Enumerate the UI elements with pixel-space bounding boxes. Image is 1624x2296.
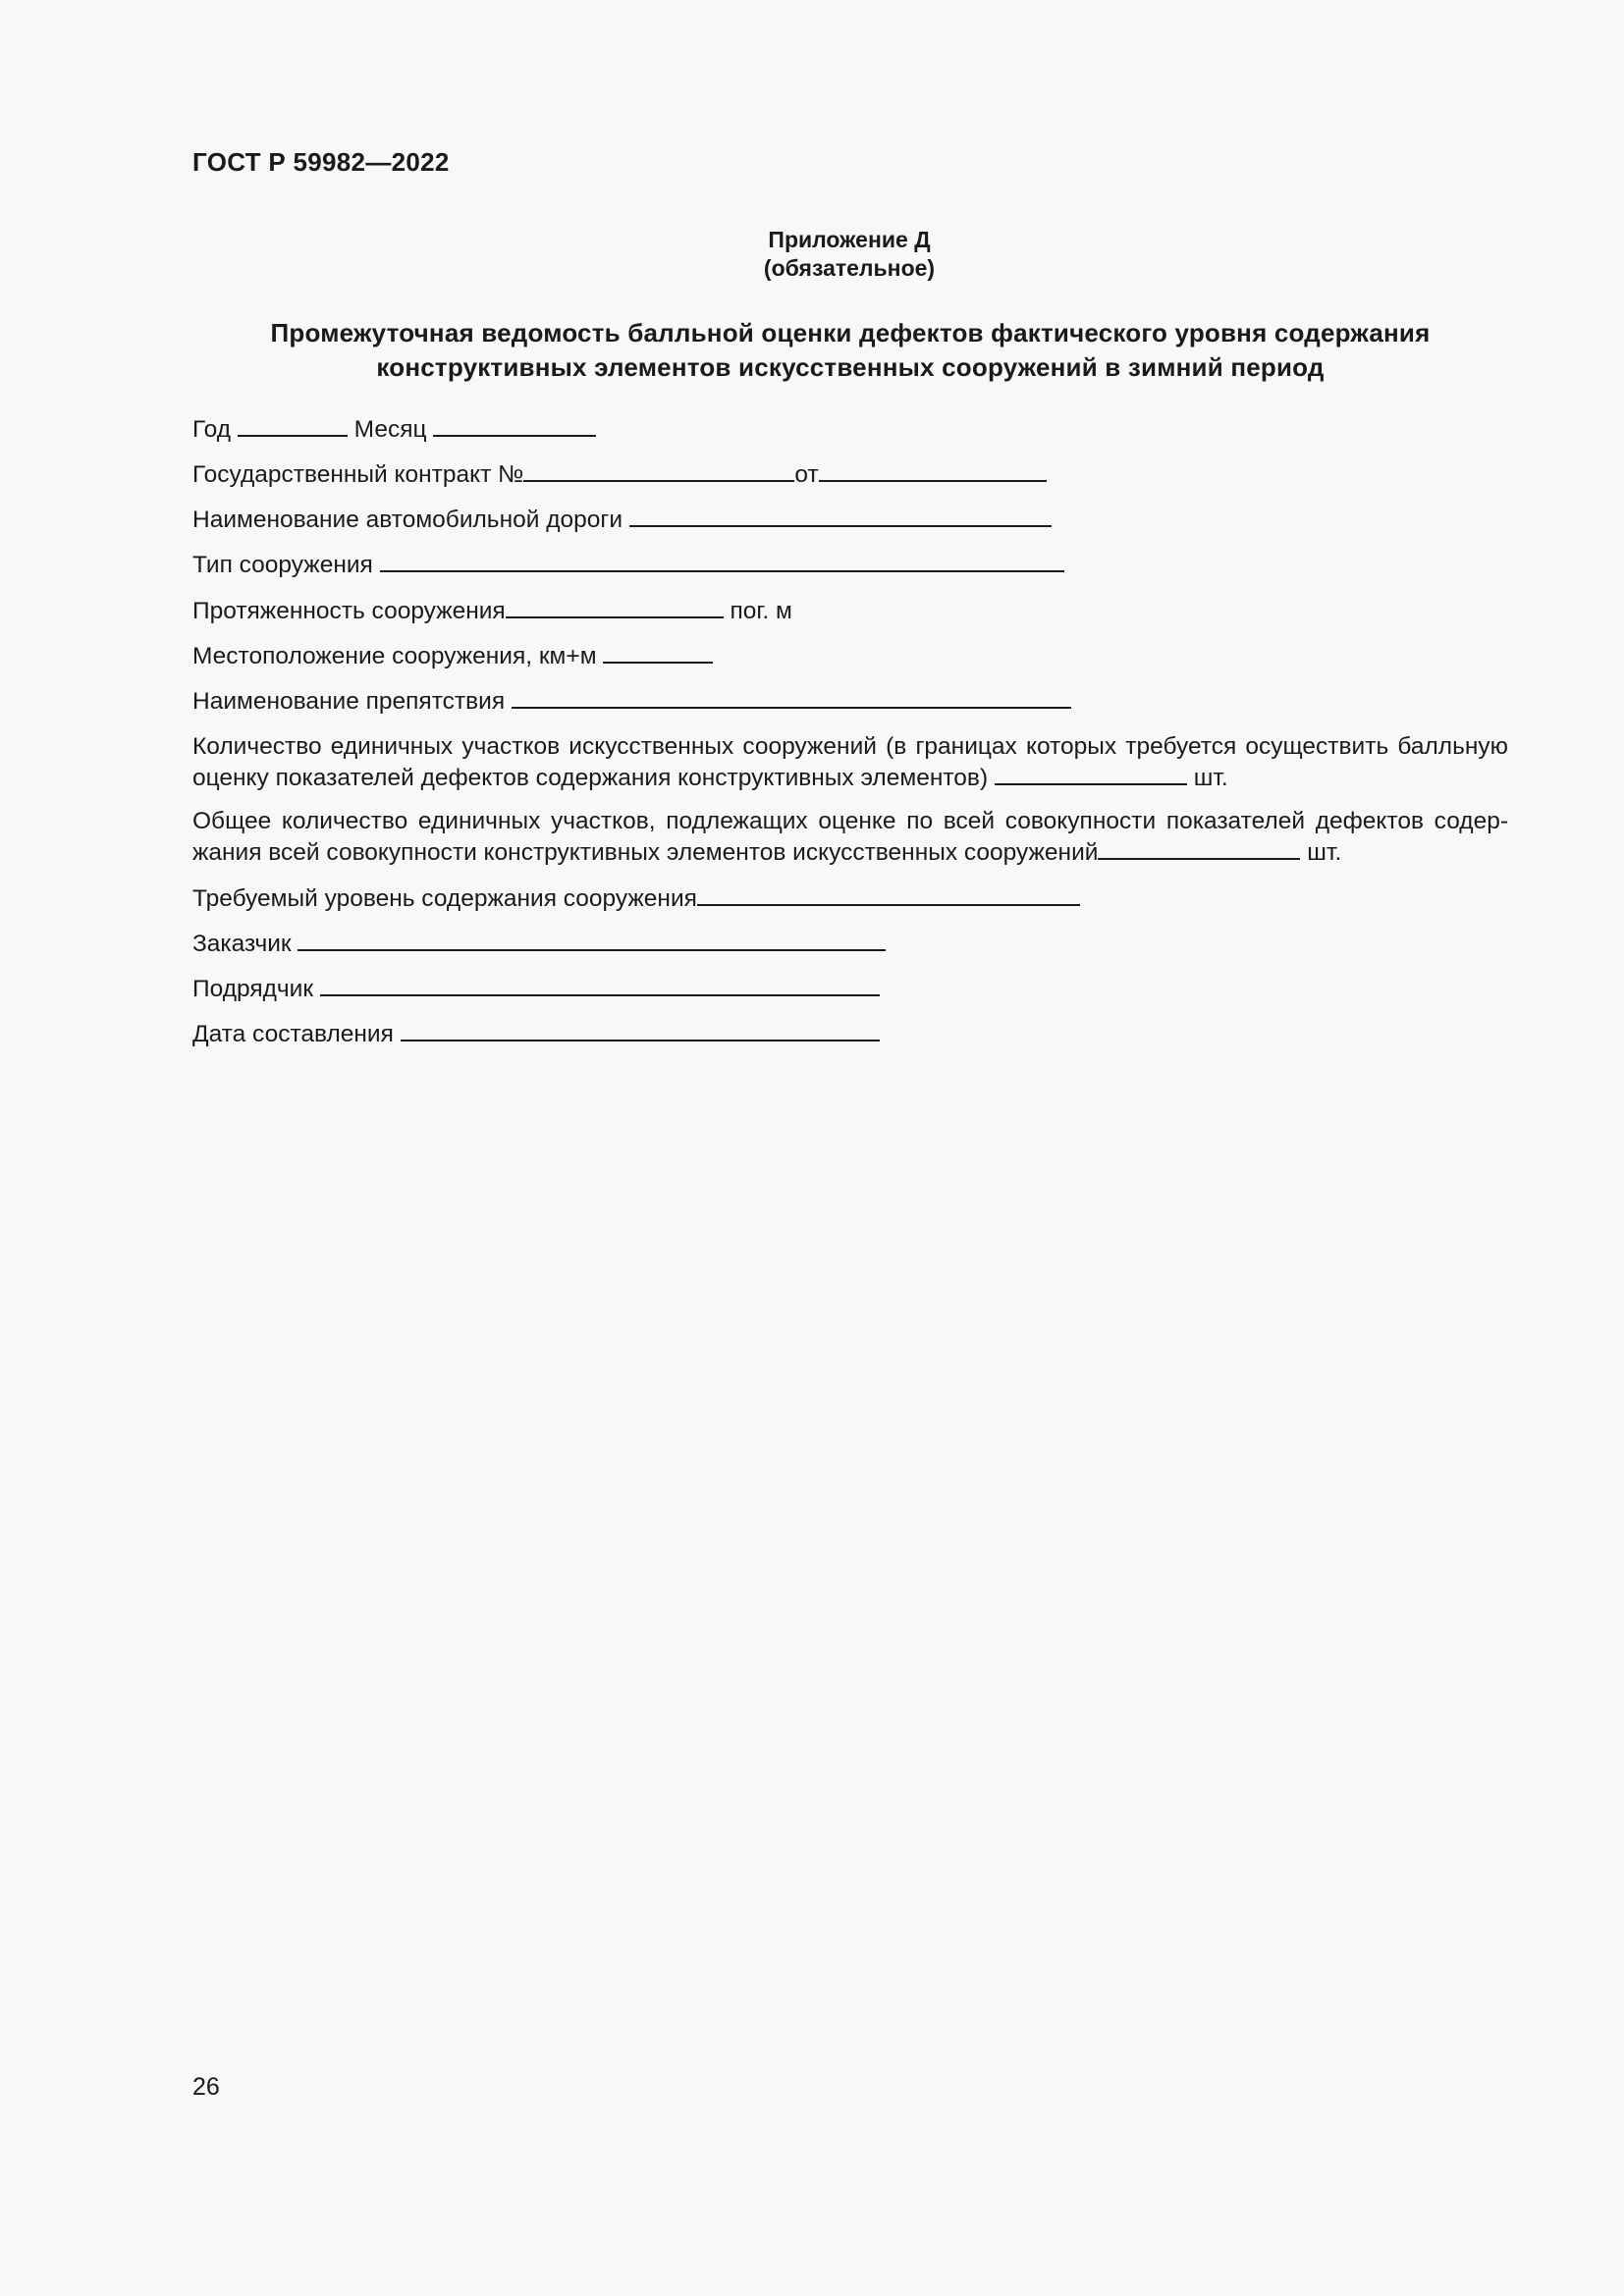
road-name-label: Наименование автомобильной дороги — [192, 507, 623, 533]
total-sections-line-1: Общее количество единичных участков, подлежащих оценке по всей совокупности показателей дефектов содер- — [192, 808, 1508, 834]
location-field[interactable] — [603, 640, 713, 664]
structure-type-label: Тип сооружения — [192, 552, 373, 578]
unit-sections-unit: шт. — [1193, 765, 1228, 791]
total-sections-paragraph — [192, 807, 1508, 868]
year-label: Год — [192, 416, 232, 443]
date-field[interactable] — [401, 1018, 880, 1041]
contract-date-field[interactable] — [819, 458, 1047, 482]
unit-sections-line-1: Количество единичных участков искусственных сооружений (в границах которых требуется осуществить балльную — [192, 733, 1508, 760]
contract-number-field[interactable] — [523, 458, 794, 482]
unit-sections-paragraph — [192, 732, 1508, 793]
customer-label: Заказчик — [192, 931, 292, 957]
appendix-title: Приложение Д — [768, 227, 931, 252]
obstacle-field[interactable] — [512, 685, 1071, 709]
title-line-2: конструктивных элементов искусственных сооружений в зимний период — [376, 352, 1325, 382]
total-sections-line-2-wrap — [192, 836, 1508, 868]
required-level-row — [192, 882, 1080, 914]
unit-sections-field[interactable] — [995, 762, 1187, 785]
page-title — [192, 316, 1508, 385]
total-sections-unit: шт. — [1307, 839, 1342, 866]
contractor-label: Подрядчик — [192, 976, 314, 1002]
unit-sections-line-2-wrap — [192, 762, 1508, 793]
customer-field[interactable] — [298, 928, 886, 951]
year-field[interactable] — [238, 413, 348, 437]
standard-code: ГОСТ Р 59982—2022 — [192, 147, 450, 177]
obstacle-row — [192, 685, 1071, 717]
obstacle-label: Наименование препятствия — [192, 688, 506, 715]
contract-row — [192, 458, 1047, 490]
road-name-field[interactable] — [629, 504, 1052, 527]
required-level-field[interactable] — [697, 882, 1080, 906]
structure-length-unit: пог. м — [730, 598, 792, 624]
structure-length-field[interactable] — [506, 595, 724, 618]
month-field[interactable] — [433, 413, 596, 437]
title-line-1: Промежуточная ведомость балльной оценки дефектов фактического уровня содержания — [270, 318, 1431, 347]
customer-row — [192, 928, 886, 959]
unit-sections-line-2: оценку показателей дефектов содержания конструктивных элементов) — [192, 765, 989, 791]
appendix-status: (обязательное) — [763, 255, 936, 281]
structure-type-field[interactable] — [380, 549, 1064, 572]
location-label: Местоположение сооружения, км+м — [192, 643, 597, 669]
contractor-field[interactable] — [320, 973, 880, 996]
total-sections-line-2: жания всей совокупности конструктивных элементов искусственных сооружений — [192, 839, 1099, 866]
page-number: 26 — [192, 2073, 220, 2101]
contract-from-label: от — [794, 461, 819, 488]
structure-length-row — [192, 595, 792, 626]
contractor-row — [192, 973, 880, 1004]
date-label: Дата составления — [192, 1021, 394, 1047]
structure-length-label: Протяженность сооружения — [192, 598, 506, 624]
date-row — [192, 1018, 880, 1049]
location-row — [192, 640, 713, 671]
appendix-heading — [0, 226, 1624, 283]
contract-label: Государственный контракт № — [192, 461, 524, 488]
structure-type-row — [192, 549, 1064, 580]
road-name-row — [192, 504, 1052, 535]
required-level-label: Требуемый уровень содержания сооружения — [192, 885, 697, 912]
month-label: Месяц — [353, 416, 427, 443]
total-sections-field[interactable] — [1098, 836, 1300, 860]
year-month-row — [192, 413, 596, 445]
